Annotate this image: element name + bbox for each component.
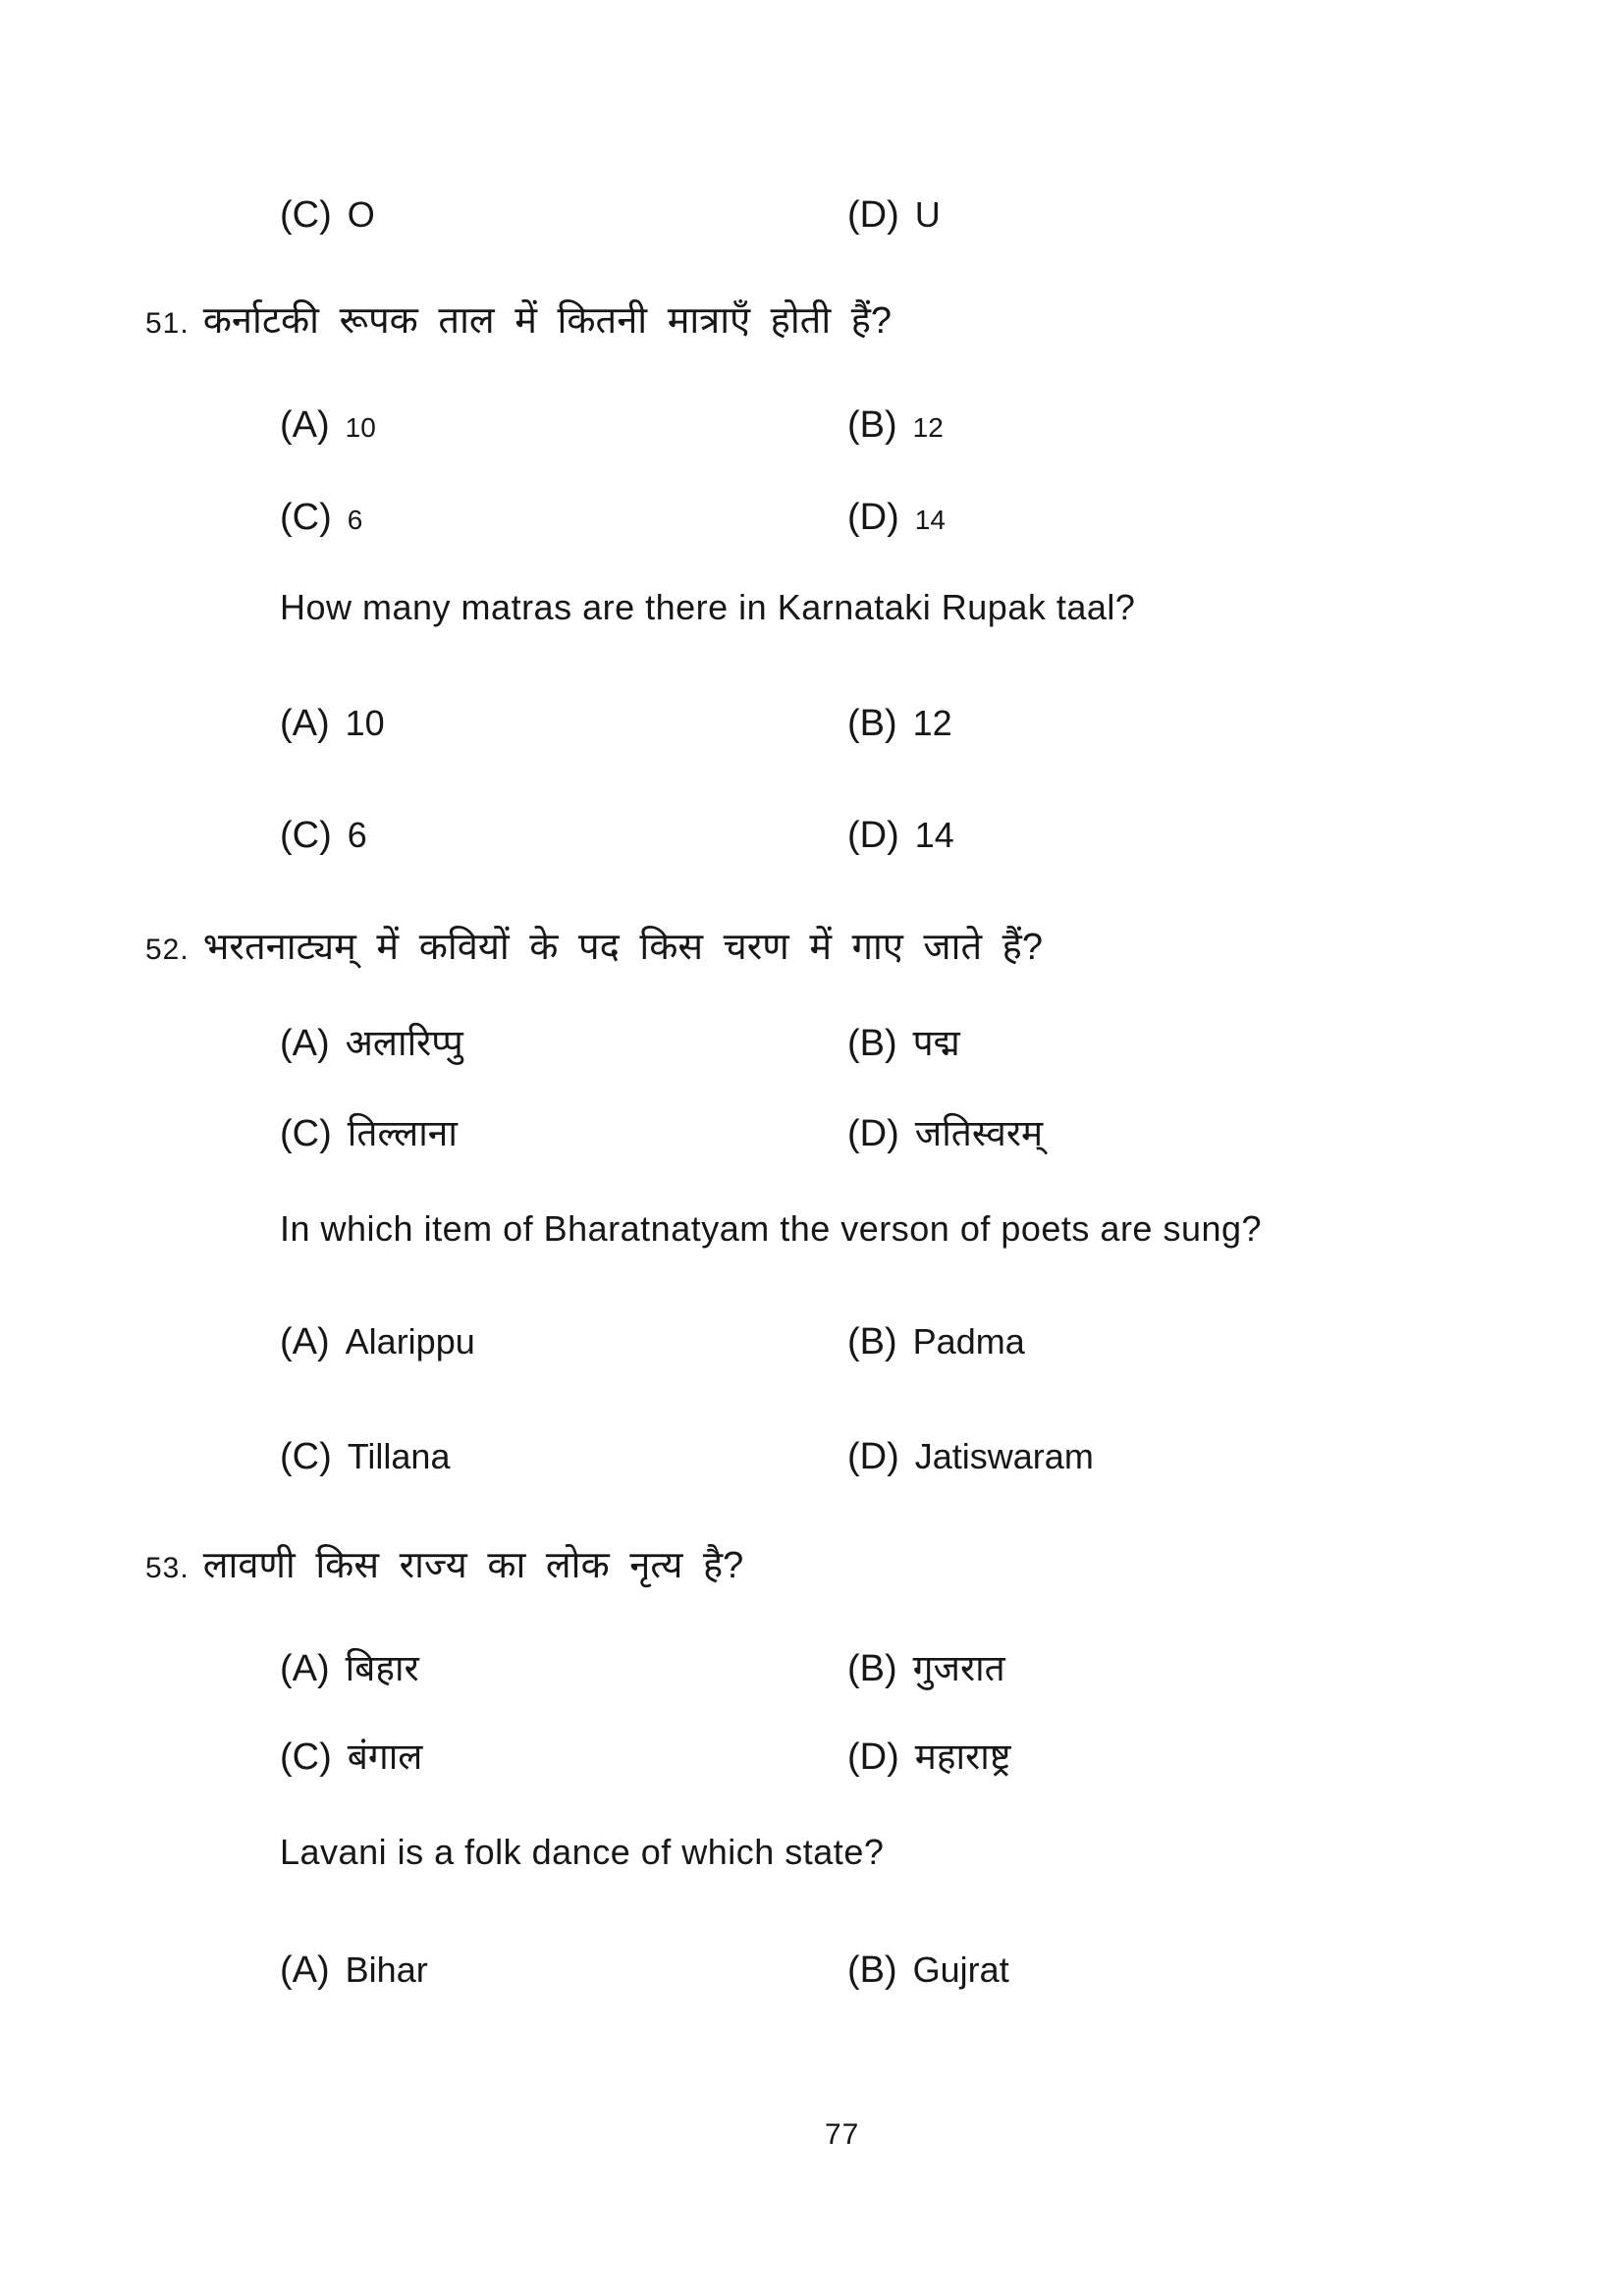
option-label: (A) [280,1648,330,1689]
options-row-english [280,1949,1009,1993]
option-value: 12 [912,412,944,443]
option-label: (A) [280,703,330,744]
question-number: 52. [145,934,189,966]
option-label: (B) [847,1023,897,1064]
option-a [280,703,847,746]
option-label: (C) [280,194,332,236]
options-row-english [280,703,952,746]
option-label: (B) [847,404,897,446]
option-label: (D) [847,1436,899,1477]
option-label: (D) [847,497,899,538]
option-label: (A) [280,1321,330,1362]
options-row-hindi [280,497,946,540]
option-b [847,1949,1009,1993]
option-value: 14 [914,505,946,535]
option-c [280,1113,847,1156]
option-label: (A) [280,1023,330,1064]
options-row-hindi [280,1113,1043,1156]
option-a [280,1023,847,1066]
option-value: 6 [347,815,367,855]
option-a [280,1648,847,1691]
options-row-hindi [280,1023,960,1066]
options-row-hindi [280,1648,1005,1691]
option-value: Alarippu [345,1321,475,1362]
option-b [847,1648,1005,1691]
options-row-english [280,1436,1094,1479]
option-d [847,1736,1010,1780]
option-value: 10 [345,703,385,743]
option-label: (B) [847,703,897,744]
option-value: गुजरात [912,1648,1005,1688]
option-value: 6 [347,505,363,535]
option-d [847,1113,1043,1156]
question-text-english: In which item of Bharatnatyam the verson of poets are sung? [280,1208,1263,1249]
option-c [280,1736,847,1780]
option-label: (A) [280,1949,330,1991]
option-b [847,404,944,448]
option-value: जतिस्वरम् [914,1113,1044,1153]
option-b [847,1321,1025,1364]
option-c [280,497,847,540]
option-label: (C) [280,815,332,856]
option-value: 12 [912,703,952,743]
question-heading [145,300,892,344]
option-a [280,404,847,448]
option-label: (D) [847,1113,899,1154]
question-heading [145,927,1043,970]
options-row-english [280,1321,1025,1364]
option-label: (D) [847,1736,899,1778]
option-label: (A) [280,404,330,446]
option-c [280,815,847,858]
option-c [280,1436,847,1479]
option-label: (C) [280,1436,332,1477]
option-value: Padma [912,1321,1025,1362]
option-value: अलारिप्पु [345,1023,463,1063]
option-label: (B) [847,1648,897,1689]
option-label: (B) [847,1321,897,1362]
option-b [847,703,952,746]
option-label: (B) [847,1949,897,1991]
question-text-hindi: कर्नाटकी रूपक ताल में कितनी मात्राएँ होती हैं? [202,300,893,342]
option-b [847,1023,960,1066]
option-c [280,194,847,238]
option-a [280,1321,847,1364]
option-d [847,815,954,858]
option-label: (C) [280,497,332,538]
option-label: (C) [280,1736,332,1778]
option-value: U [914,194,941,235]
options-row-hindi [280,404,944,448]
option-label: (D) [847,815,899,856]
question-text-hindi: लावणी किस राज्य का लोक नृत्य है? [202,1545,744,1586]
option-value: O [347,194,375,235]
option-value: पद्म [912,1023,960,1063]
option-value: Tillana [347,1436,451,1476]
option-value: Jatiswaram [914,1436,1094,1476]
question-number: 53. [145,1552,189,1584]
option-value: बिहार [345,1648,419,1688]
option-value: 10 [345,412,376,443]
option-value: 14 [914,815,954,855]
question-heading [145,1545,743,1588]
page-number: 77 [825,2118,860,2151]
option-value: तिल्लाना [347,1113,458,1153]
question-number: 51. [145,307,189,340]
option-d [847,194,941,238]
question-text-hindi: भरतनाट्यम् में कवियों के पद किस चरण में गाए जाते हैं? [202,927,1043,968]
options-row-english [280,815,954,858]
option-d [847,497,946,540]
option-value: Gujrat [912,1949,1009,1990]
option-label: (C) [280,1113,332,1154]
option-label: (D) [847,194,899,236]
option-value: Bihar [345,1949,428,1990]
option-value: बंगाल [347,1736,423,1777]
option-value: महाराष्ट्र [914,1736,1011,1777]
option-a [280,1949,847,1993]
question-text-english: How many matras are there in Karnataki Rupak taal? [280,587,1136,627]
option-d [847,1436,1094,1479]
options-row-hindi [280,1736,1010,1780]
question-text-english: Lavani is a folk dance of which state? [280,1832,885,1872]
options-row [280,194,941,238]
